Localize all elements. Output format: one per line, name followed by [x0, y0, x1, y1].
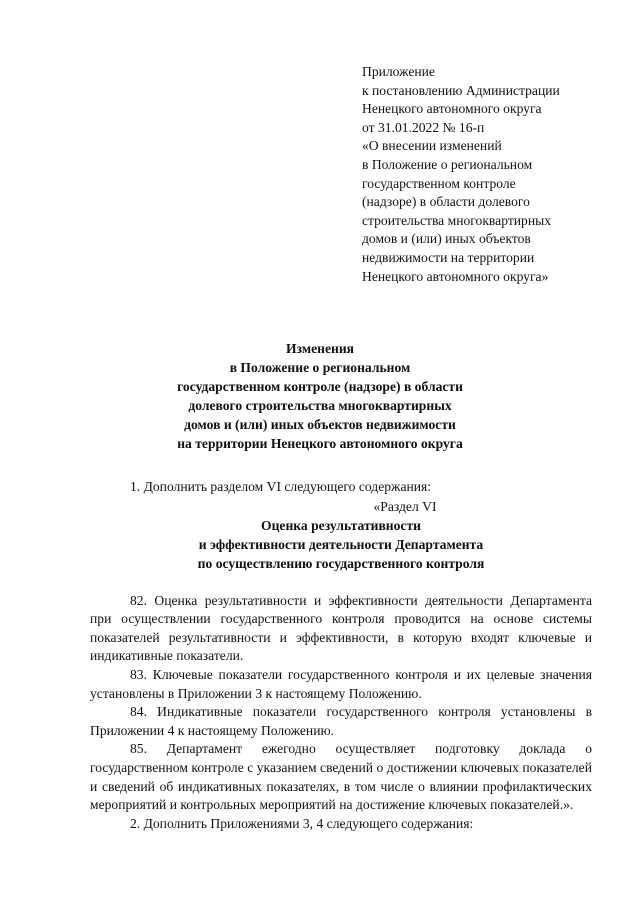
item-1: 1. Дополнить разделом VI следующего содержания:: [130, 479, 432, 494]
item-2: 2. Дополнить Приложениями 3, 4 следующего содержания:: [130, 815, 474, 831]
title-line: на территории Ненецкого автономного округа: [177, 436, 463, 451]
title-line: домов и (или) иных объектов недвижимости: [184, 417, 456, 432]
title-line: государственном контроле (надзоре) в области: [177, 379, 463, 394]
section-label: «Раздел VI: [373, 498, 437, 514]
section-title-line: Оценка результативности: [261, 517, 421, 533]
appendix-line: от 31.01.2022 № 16-п: [362, 119, 485, 135]
appendix-line: домов и (или) иных объектов: [362, 231, 531, 247]
appendix-line: недвижимости на территории: [362, 249, 535, 265]
appendix-line: (надзоре) в области долевого: [362, 194, 530, 210]
title-line: долевого строительства многоквартирных: [188, 398, 452, 413]
appendix-header: [362, 63, 612, 286]
appendix-line: к постановлению Администрации: [362, 82, 560, 98]
section-heading: [90, 497, 592, 573]
appendix-line: государственном контроле: [362, 175, 516, 191]
section-title-line: по осуществлению государственного контроля: [197, 555, 485, 571]
section-title-line: и эффективности деятельности Департамента: [198, 536, 484, 552]
appendix-line: «О внесении изменений: [362, 138, 502, 154]
appendix-line: в Положение о региональном: [362, 156, 533, 172]
appendix-line: Приложение: [362, 64, 435, 79]
document-title: [90, 339, 550, 453]
appendix-line: Ненецкого автономного округа: [362, 101, 542, 117]
appendix-line: строительства многоквартирных: [362, 212, 552, 228]
title-line: Изменения: [285, 341, 355, 356]
appendix-line: Ненецкого автономного округа»: [362, 268, 549, 284]
paragraph-84: 84. Индикативные показатели государственного контроля установлены в Приложении 4 к настоящему Положению.: [90, 704, 592, 738]
title-line: в Положение о региональном: [229, 360, 411, 375]
document-body: [90, 478, 592, 833]
paragraph-82: 82. Оценка результативности и эффективности деятельности Департамента при осуществлении государственного контроля проводится на основе системы показателей результативности и эффективности, в которую входят ключевые и индикативные показатели.: [90, 592, 592, 664]
paragraph-83: 83. Ключевые показатели государственного контроля и их целевые значения установлены в Приложении 3 к настоящему Положению.: [90, 666, 592, 701]
paragraph-85: 85. Департамент ежегодно осуществляет подготовку доклада о государственном контроле с указанием сведений о достижении ключевых показателей и сведений об индикативных показателях, в том числе о влиянии профилактических мероприятий и контрольных мероприятий на достижение ключевых показателей.».: [90, 741, 592, 813]
